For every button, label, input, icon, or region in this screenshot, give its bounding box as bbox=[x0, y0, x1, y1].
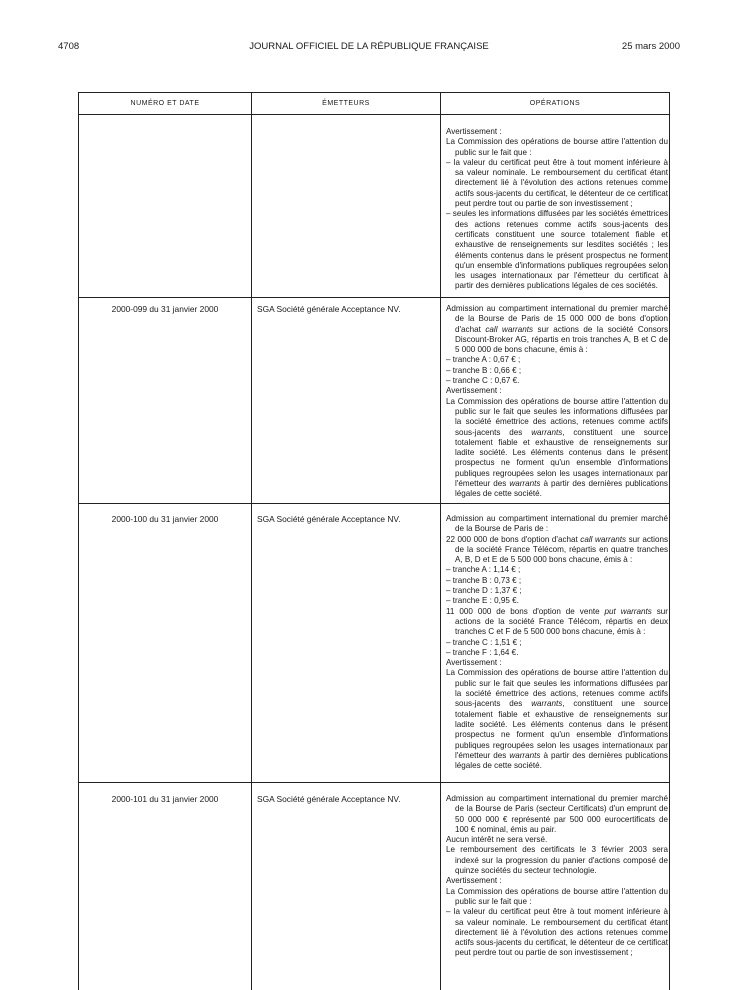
operations-paragraph: – tranche D : 1,37 € ; bbox=[446, 586, 522, 596]
row-number-date: 2000-101 du 31 janvier 2000 bbox=[111, 794, 219, 804]
operations-paragraph: – tranche A : 0,67 € ; bbox=[446, 355, 521, 365]
operations-paragraph: Admission au compartiment international du premier marché de la Bourse de Paris de : bbox=[446, 514, 668, 534]
operations-cell bbox=[446, 127, 668, 292]
operations-paragraph: – seules les informations diffusées par les sociétés émettrices des actions retenues comme actifs sous-jacents des certificats constituent une source totalement fiable et exhaustive de renseignements sur lesdites sociétés ; les éléments contenus dans le présent prospectus ne forment qu'un ensemble d'informations publiques regroupées selon les usages internationaux par l'émetteur du certificat à partir des dernières publications légales de ces sociétés. bbox=[446, 209, 668, 291]
row-emitter: SGA Société générale Acceptance NV. bbox=[257, 794, 401, 804]
operations-paragraph: – la valeur du certificat peut être à tout moment inférieure à sa valeur nominale. Le remboursement du certificat étant directement lié à l'évolution des actions retenues comme actifs sous-jacents du certificat, le détenteur de ce certificat peut perdre tout ou partie de son investissement ; bbox=[446, 907, 668, 958]
operations-paragraph: Admission au compartiment international du premier marché de la Bourse de Paris de 15 000 000 de bons d'option d'achat call warrants sur actions de la société Consors Discount-Broker AG, répartis en trois tranches A, B et C de 5 000 000 de bons chacune, émis à : bbox=[446, 304, 668, 355]
operations-paragraph: – tranche A : 1,14 € ; bbox=[446, 565, 521, 575]
operations-table bbox=[78, 92, 670, 990]
row-divider bbox=[79, 782, 669, 783]
row-number-date: 2000-100 du 31 janvier 2000 bbox=[111, 514, 219, 524]
operations-paragraph: La Commission des opérations de bourse attire l'attention du public sur le fait que seules les informations diffusées par la société émettrice des actions, retenues comme actifs sous-jacents des warrants, constituent une source totalement fiable et exhaustive de renseignements sur ladite société. Les éléments contenus dans le présent prospectus ne forment qu'un ensemble d'informations publiques regroupées selon les usages internationaux par l'émetteur des warrants à partir des dernières publications légales de cette société. bbox=[446, 668, 669, 771]
operations-paragraph: Avertissement : bbox=[446, 386, 502, 396]
row-divider bbox=[79, 503, 669, 504]
row-emitter: SGA Société générale Acceptance NV. bbox=[257, 304, 401, 314]
row-number-date: 2000-099 du 31 janvier 2000 bbox=[111, 304, 219, 314]
column-divider bbox=[251, 93, 252, 990]
page-number: 4708 bbox=[58, 41, 80, 52]
issue-date: 25 mars 2000 bbox=[621, 41, 680, 52]
operations-paragraph: Avertissement : bbox=[446, 127, 502, 136]
operations-paragraph: – tranche C : 1,51 € ; bbox=[446, 637, 522, 647]
operations-paragraph: – tranche C : 0,67 €. bbox=[446, 376, 520, 386]
row-divider bbox=[79, 297, 669, 298]
column-header-emitters: ÉMETTEURS bbox=[322, 100, 370, 107]
operations-cell bbox=[446, 794, 668, 959]
table-header bbox=[79, 93, 669, 115]
operations-cell bbox=[446, 514, 668, 771]
operations-paragraph: 11 000 000 de bons d'option de vente put warrants sur actions de la société France Télécom, répartis en deux tranches C et F de 5 500 000 bons chacune, émis à : bbox=[446, 606, 668, 637]
operations-paragraph: – tranche F : 1,64 €. bbox=[446, 647, 519, 657]
journal-title: JOURNAL OFFICIEL DE LA RÉPUBLIQUE FRANÇAISE bbox=[249, 41, 489, 52]
operations-paragraph: Aucun intérêt ne sera versé. bbox=[446, 835, 548, 845]
operations-cell bbox=[446, 304, 668, 500]
operations-paragraph: 22 000 000 de bons d'option d'achat call warrants sur actions de la société France Télécom, répartis en quatre tranches A, B, D et E de 5 500 000 bons chacune, émis à : bbox=[446, 534, 668, 565]
operations-paragraph: La Commission des opérations de bourse attire l'attention du public sur le fait que : bbox=[446, 886, 668, 906]
operations-paragraph: Admission au compartiment international du premier marché de la Bourse de Paris (secteur Certificats) d'un emprunt de 50 000 000 € représenté par 500 000 eurocertificats de 100 € nominal, émis au pair. bbox=[446, 794, 668, 834]
column-header-operations: OPÉRATIONS bbox=[529, 100, 581, 107]
operations-paragraph: – la valeur du certificat peut être à tout moment inférieure à sa valeur nominale. Le remboursement du certificat étant directement lié à l'évolution des actions retenues comme actifs sous-jacents du certificat, le détenteur de ce certificat peut perdre tout ou partie de son investissement ; bbox=[446, 157, 668, 209]
operations-paragraph: – tranche E : 0,95 €. bbox=[446, 596, 519, 606]
operations-paragraph: Avertissement : bbox=[446, 658, 502, 668]
column-header-number-date: NUMÉRO ET DATE bbox=[130, 100, 200, 107]
operations-paragraph: La Commission des opérations de bourse attire l'attention du public sur le fait que seules les informations diffusées par la société émettrice des actions, retenues comme actifs sous-jacents des warrants, constituent une source totalement fiable et exhaustive de renseignements sur ladite société. Les éléments contenus dans le présent prospectus ne forment qu'un ensemble d'informations publiques regroupées selon les usages internationaux par l'émetteur des warrants à partir des dernières publications légales de cette société. bbox=[446, 396, 669, 499]
column-divider bbox=[440, 93, 441, 990]
operations-paragraph: La Commission des opérations de bourse attire l'attention du public sur le fait que : bbox=[446, 137, 668, 157]
operations-paragraph: – tranche B : 0,73 € ; bbox=[446, 575, 522, 585]
operations-paragraph: Le remboursement des certificats le 3 février 2003 sera indexé sur la progression du panier d'actions composé de quinze sociétés du secteur technologie. bbox=[446, 845, 668, 876]
operations-paragraph: – tranche B : 0,66 € ; bbox=[446, 365, 522, 375]
page-header bbox=[58, 41, 680, 55]
operations-paragraph: Avertissement : bbox=[446, 876, 502, 886]
row-emitter: SGA Société générale Acceptance NV. bbox=[257, 514, 401, 524]
